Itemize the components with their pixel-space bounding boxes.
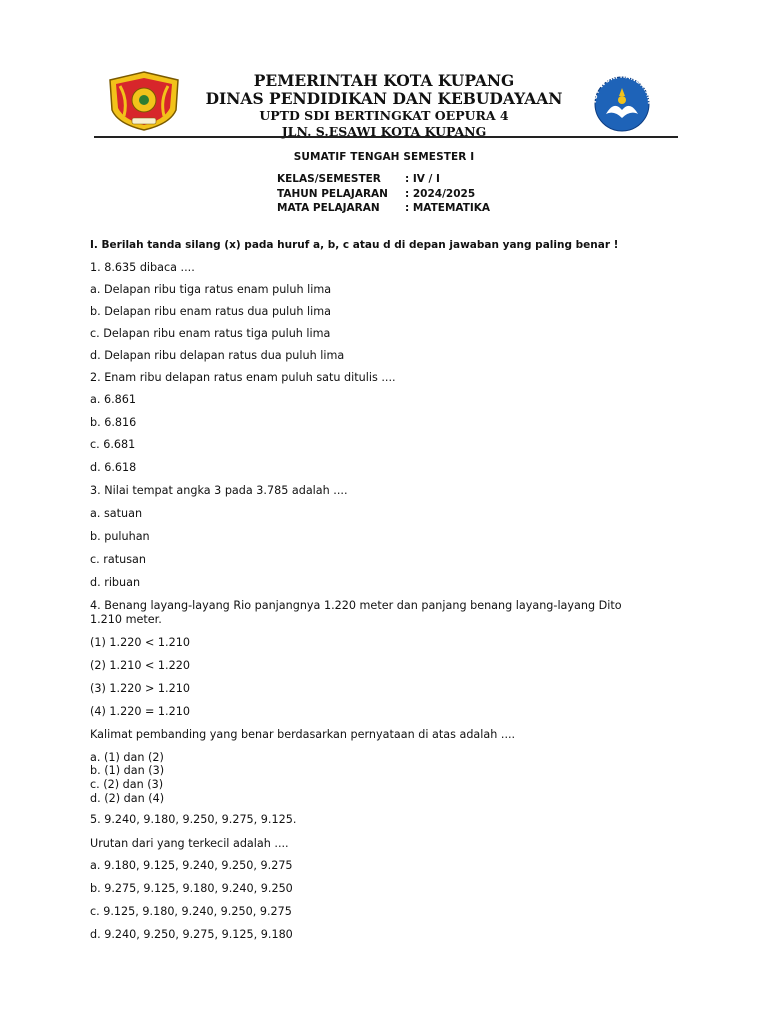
option-3c: c. ratusan <box>90 553 146 566</box>
option-2a: a. 6.861 <box>90 393 136 406</box>
meta-row <box>277 201 490 216</box>
meta-key: MATA PELAJARAN <box>277 202 380 214</box>
meta-key: KELAS/SEMESTER <box>277 173 381 185</box>
option-4b: b. (1) dan (3) <box>90 764 165 777</box>
option-2d: d. 6.618 <box>90 461 137 474</box>
prompt-5: Urutan dari yang terkecil adalah .... <box>90 837 289 850</box>
option-4c: c. (2) dan (3) <box>90 778 164 791</box>
option-5c: c. 9.125, 9.180, 9.240, 9.250, 9.275 <box>90 905 292 918</box>
option-1c: c. Delapan ribu enam ratus tiga puluh lima <box>90 327 331 340</box>
letterhead-rule <box>94 136 678 138</box>
option-3b: b. puluhan <box>90 530 150 543</box>
meta-value: : 2024/2025 <box>405 187 476 200</box>
meta-row <box>277 187 490 202</box>
exam-title: SUMATIF TENGAH SEMESTER I <box>293 151 475 163</box>
option-3d: d. ribuan <box>90 576 141 589</box>
kota-kupang-emblem <box>104 70 184 132</box>
tut-wuri-handayani-emblem <box>584 70 660 132</box>
question-2: 2. Enam ribu delapan ratus enam puluh satu ditulis .... <box>90 371 396 384</box>
meta-key: TAHUN PELAJARAN <box>277 187 388 200</box>
meta-value: : MATEMATIKA <box>405 202 491 214</box>
statement-4-2: (2) 1.210 < 1.220 <box>90 659 190 672</box>
prompt-4: Kalimat pembanding yang benar berdasarkan pernyataan di atas adalah .... <box>90 728 516 741</box>
statement-4-1: (1) 1.220 < 1.210 <box>90 636 190 649</box>
statement-4-3: (3) 1.220 > 1.210 <box>90 682 190 695</box>
option-1b: b. Delapan ribu enam ratus dua puluh lima <box>90 305 331 318</box>
option-2b: b. 6.816 <box>90 416 137 429</box>
option-1a: a. Delapan ribu tiga ratus enam puluh lima <box>90 283 332 296</box>
meta-value: : IV / I <box>405 173 440 185</box>
meta-row <box>277 172 490 187</box>
option-2c: c. 6.681 <box>90 438 136 451</box>
question-1: 1. 8.635 dibaca .... <box>90 261 195 274</box>
option-1d: d. Delapan ribu delapan ratus dua puluh lima <box>90 349 345 362</box>
letterhead-line-4: JLN. S.ESAWI KOTA KUPANG <box>281 124 487 139</box>
option-5d: d. 9.240, 9.250, 9.275, 9.125, 9.180 <box>90 928 293 941</box>
statement-4-4: (4) 1.220 = 1.210 <box>90 705 190 718</box>
exam-meta <box>277 172 490 216</box>
question-5: 5. 9.240, 9.180, 9.250, 9.275, 9.125. <box>90 813 297 826</box>
option-5a: a. 9.180, 9.125, 9.240, 9.250, 9.275 <box>90 859 293 872</box>
option-3a: a. satuan <box>90 507 143 520</box>
question-3: 3. Nilai tempat angka 3 pada 3.785 adalah .... <box>90 484 348 497</box>
question-4: 4. Benang layang-layang Rio panjangnya 1.220 meter dan panjang benang layang-layang Dito 1.210 meter. <box>90 599 622 626</box>
letterhead-line-2: DINAS PENDIDIKAN DAN KEBUDAYAAN <box>205 89 563 108</box>
letterhead <box>190 72 578 140</box>
option-5b: b. 9.275, 9.125, 9.180, 9.240, 9.250 <box>90 882 293 895</box>
option-4d: d. (2) dan (4) <box>90 792 165 805</box>
letterhead-line-1: PEMERINTAH KOTA KUPANG <box>253 71 515 90</box>
emblem-text: TUT WURI HANDAYANI <box>589 71 655 105</box>
letterhead-line-3: UPTD SDI BERTINGKAT OEPURA 4 <box>259 108 509 123</box>
instruction: I. Berilah tanda silang (x) pada huruf a, b, c atau d di depan jawaban yang paling benar ! <box>90 239 619 251</box>
option-4a: a. (1) dan (2) <box>90 751 164 764</box>
